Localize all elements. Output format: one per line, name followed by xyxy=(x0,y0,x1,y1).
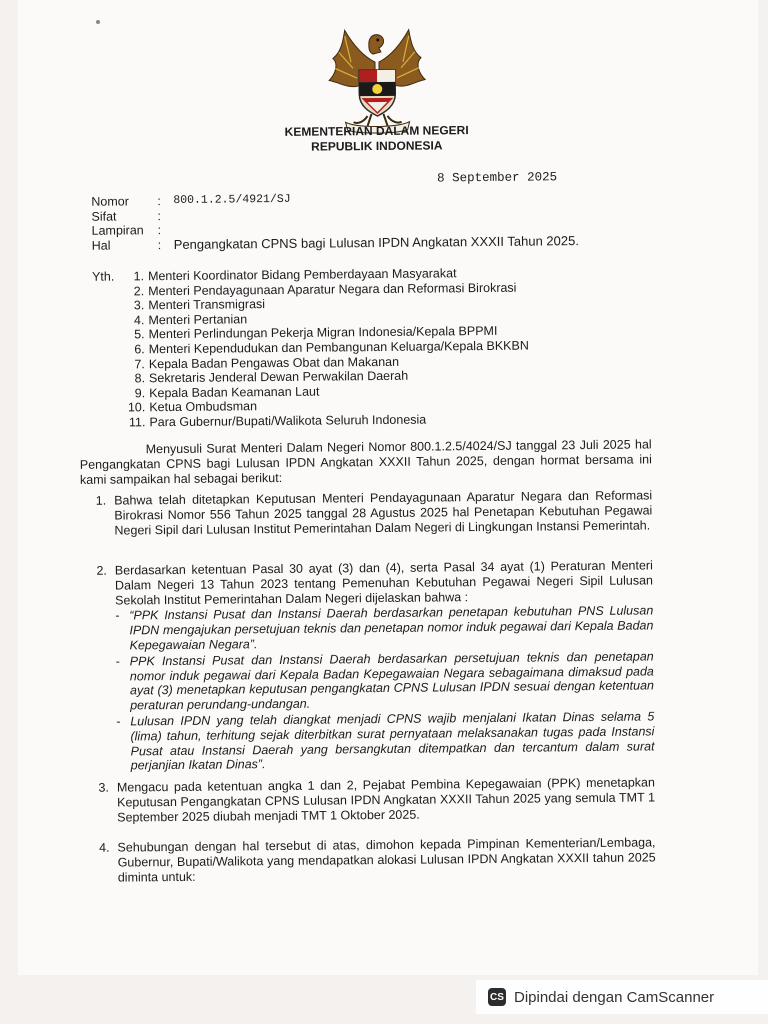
camscanner-text: Dipindai dengan CamScanner xyxy=(514,988,715,1006)
item-number: 5. xyxy=(134,327,145,342)
camscanner-watermark xyxy=(476,980,768,1014)
item-number: 6. xyxy=(134,342,145,357)
quote-text: Lulusan IPDN yang telah diangkat menjadi CPNS wajib menjalani Ikatan Dinas selama 5 (lima) tahun, terhitung sejak diterbitkan surat pernyataan melaksanakan tugas pada Instansi Pusat atau Instansi Daerah yang bersangkutan ditempatkan dan tercantum dalam surat perjanjian Ikatan Dinas”. xyxy=(130,709,655,773)
item-text: Menteri Pendayagunaan Aparatur Negara dan Reformasi Birokrasi xyxy=(148,280,517,298)
quote-text: PPK Instansi Pusat dan Instansi Daerah berdasarkan persetujuan teknis dan penetapan nomor induk pegawai dari Kepala Badan Kepegawaian Negara sebagaimana dimaksud pada ayat (3) menetapkan keputusan pengangkatan CPNS Lulusan IPDN sesuai dengan ketentuan peraturan perundang-undangan. xyxy=(129,649,655,713)
regulation-quotes xyxy=(115,604,655,774)
item-number: 2. xyxy=(133,283,145,298)
colon: : xyxy=(157,223,162,238)
point-2 xyxy=(81,558,655,774)
hal-value: Pengangkatan CPNS bagi Lulusan IPDN Angkatan XXXII Tahun 2025. xyxy=(173,232,579,252)
item-number: 7. xyxy=(134,356,145,371)
item-number: 10. xyxy=(127,400,146,415)
quote-item xyxy=(116,649,655,713)
nomor-label: Nomor xyxy=(91,194,129,209)
item-text: Kepala Badan Pengawas Obat dan Makanan xyxy=(148,354,400,371)
item-text: Para Gubernur/Bupati/Walikota Seluruh Indonesia xyxy=(149,412,427,430)
point-text: Bahwa telah ditetapkan Keputusan Menteri Pendayagunaan Aparatur Negara dan Reformasi Birokrasi Nomor 556 Tahun 2025 tanggal 28 Agustus 2025 hal Penetapan Kebutuhan Pegawai Negeri Sipil dari Lulusan Institut Pemerintahan Dalam Negeri di Lingkungan Instansi Pemerintah. xyxy=(114,488,653,538)
intro-paragraph: Menyusuli Surat Menteri Dalam Negeri Nomor 800.1.2.5/4024/SJ tanggal 23 Juli 2025 hal Pengangkatan CPNS bagi Lulusan IPDN Angkatan XXXII Tahun 2025, dengan hormat bersama ini kami sampaikan hal sebagai berikut: xyxy=(79,437,652,487)
item-text: Ketua Ombudsman xyxy=(149,399,258,415)
item-number: 11. xyxy=(128,415,146,430)
recipient-list xyxy=(122,264,644,430)
country-name: REPUBLIK INDONESIA xyxy=(311,138,443,154)
point-number: 1. xyxy=(95,493,107,508)
item-number: 1. xyxy=(133,269,145,284)
item-number: 9. xyxy=(134,386,146,401)
point-4 xyxy=(83,835,655,885)
quote-item xyxy=(115,604,653,654)
sifat-label: Sifat xyxy=(91,209,117,224)
colon: : xyxy=(157,237,162,252)
colon: : xyxy=(157,194,161,209)
item-text: Menteri Kependudukan dan Pembangunan Keluarga/Kepala BKKBN xyxy=(148,338,529,357)
point-number: 2. xyxy=(96,563,107,578)
colon: : xyxy=(157,208,162,223)
item-text: Menteri Koordinator Bidang Pemberdayaan Masyarakat xyxy=(147,266,457,284)
garuda-emblem-icon xyxy=(323,22,430,135)
dash: - xyxy=(115,608,120,623)
item-text: Kepala Badan Keamanan Laut xyxy=(149,384,320,400)
point-text: Berdasarkan ketentuan Pasal 30 ayat (3) dan (4), serta Pasal 34 ayat (1) Peraturan Menteri Dalam Negeri 13 Tahun 2023 tentang Pemenuhan Kebutuhan Pegawai Negeri Sipil Lulusan Sekolah Institut Pemerintahan Dalam Negeri dijelaskan bahwa : xyxy=(114,558,654,608)
ministry-heading xyxy=(247,123,507,155)
point-body xyxy=(115,558,655,773)
quote-text: “PPK Instansi Pusat dan Instansi Daerah berdasarkan penetapan kebutuhan PNS Lulusan IPDN mengajukan persetujuan teknis dan penetapan nomor induk pegawai dari Kepala Badan Kepegawaian Negara”. xyxy=(129,603,654,653)
item-text: Menteri Perlindungan Pekerja Migran Indonesia/Kepala BPPMI xyxy=(148,324,498,342)
letter-date: 8 September 2025 xyxy=(437,170,558,186)
quote-item xyxy=(116,709,655,773)
item-number: 3. xyxy=(133,298,145,313)
recipients-label: Yth. xyxy=(91,269,115,284)
letter-meta xyxy=(91,190,579,253)
camscanner-icon: CS xyxy=(488,988,506,1006)
item-text: Sekretaris Jenderal Dewan Perwakilan Daerah xyxy=(148,368,409,386)
dash: - xyxy=(115,654,120,669)
dash: - xyxy=(116,714,121,729)
item-number: 8. xyxy=(134,371,146,386)
item-text: Menteri Pertanian xyxy=(148,312,248,327)
item-text: Menteri Transmigrasi xyxy=(148,297,266,313)
nomor-value: 800.1.2.5/4921/SJ xyxy=(173,192,291,207)
point-number: 3. xyxy=(98,780,110,795)
hal-label: Hal xyxy=(91,238,111,253)
point-text: Mengacu pada ketentuan angka 1 dan 2, Pejabat Pembina Kepegawaian (PPK) menetapkan Keputusan Pengangkatan CPNS Lulusan IPDN Angkatan XXXII Tahun 2025 yang semula TMT 1 September 2025 diubah menjadi TMT 1 Oktober 2025. xyxy=(116,775,656,825)
point-3 xyxy=(83,775,655,825)
point-number: 4. xyxy=(99,840,110,855)
point-text: Sehubungan dengan hal tersebut di atas, dimohon kepada Pimpinan Kementerian/Lembaga, Gubernur, Bupati/Walikota yang mendapatkan alokasi Lulusan IPDN Angkatan XXXII tahun 2025 diminta untuk: xyxy=(117,835,656,885)
point-1 xyxy=(80,488,652,538)
ministry-name: KEMENTERIAN DALAM NEGERI xyxy=(284,123,469,139)
lampiran-label: Lampiran xyxy=(91,223,144,238)
item-number: 4. xyxy=(133,313,145,328)
